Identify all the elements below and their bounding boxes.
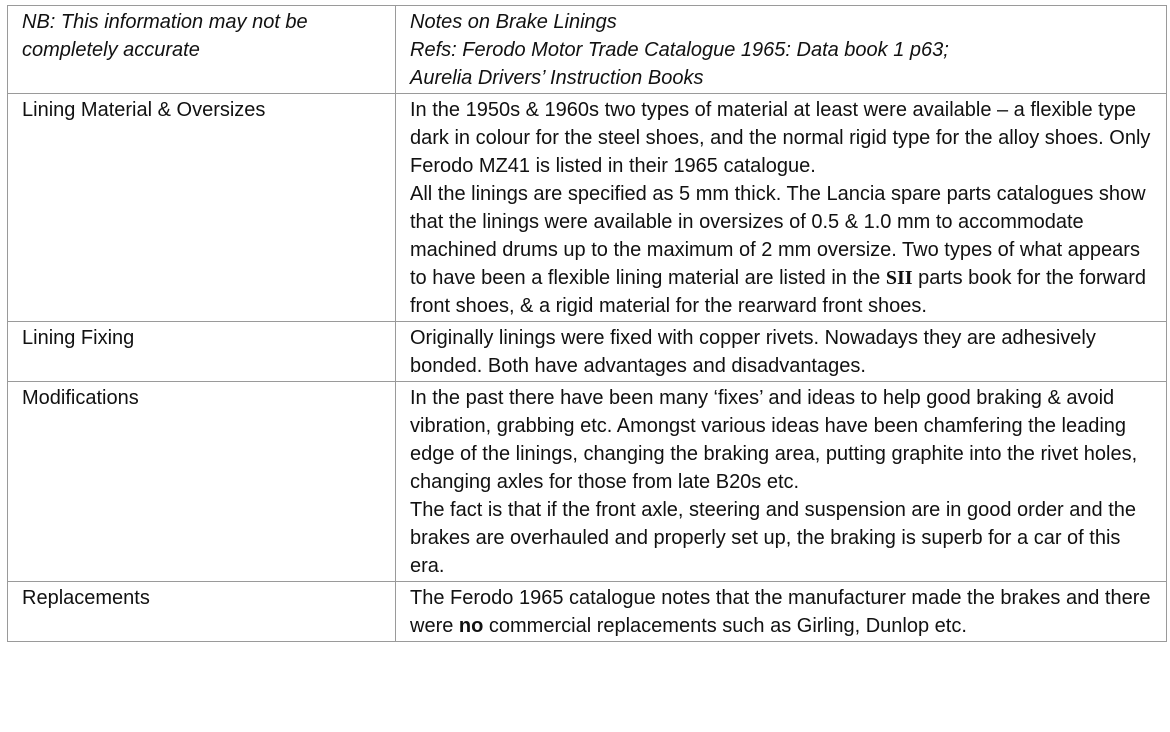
text-run: The Ferodo 1965 catalogue notes that the manufacturer made the brakes and there were — [410, 587, 1151, 637]
row-label: Modifications — [8, 382, 396, 582]
references-line-1: Refs: Ferodo Motor Trade Catalogue 1965: Data book 1 p63; — [410, 39, 949, 61]
paragraph: In the past there have been many ‘fixes’ and ideas to help good braking & avoid vibration, grabbing etc. Amongst various ideas have been chamfering the leading edge of the linings, changing the braking area, putting graphite into the rivet holes, changing axles for those from late B20s etc. — [410, 387, 1138, 493]
emphasis: no — [458, 615, 484, 637]
disclaimer-cell — [8, 6, 396, 94]
paragraph: In the 1950s & 1960s two types of material at least were available – a flexible type dark in colour for the steel shoes, and the normal rigid type for the alloy shoes. Only Ferodo MZ41 is listed in their 1965 catalogue. — [410, 99, 1151, 177]
row-content — [396, 582, 1167, 642]
document-page — [7, 5, 1166, 642]
disclaimer-line-1: NB: This information may not be — [22, 11, 308, 33]
row-label: Replacements — [8, 582, 396, 642]
text-run: parts book for the forward front shoes, & a rigid material for the rearward front shoes. — [410, 267, 1146, 317]
table-row — [8, 382, 1167, 582]
title-cell — [396, 6, 1167, 94]
text-run: commercial replacements such as Girling, Dunlop etc. — [483, 615, 967, 637]
references-line-2: Aurelia Drivers’ Instruction Books — [410, 67, 704, 89]
text-run: All the linings are specified as 5 mm thick. The Lancia spare parts catalogues show that the linings were available in oversizes of 0.5 & 1.0 mm to accommodate machined drums up to the maximum of 2 mm oversize. Two types of what appears to have been a flexible lining material are listed in the — [410, 183, 1146, 289]
document-title: Notes on Brake Linings — [410, 11, 617, 33]
row-content — [396, 382, 1167, 582]
table-row — [8, 94, 1167, 322]
paragraph — [410, 180, 1158, 320]
table-row — [8, 322, 1167, 382]
brake-linings-table — [7, 5, 1167, 642]
disclaimer-line-2: completely accurate — [22, 39, 200, 61]
paragraph: The fact is that if the front axle, steering and suspension are in good order and the brakes are overhauled and properly set up, the braking is superb for a car of this era. — [410, 499, 1137, 577]
row-content: Originally linings were fixed with copper rivets. Nowadays they are adhesively bonded. Both have advantages and disadvantages. — [396, 322, 1167, 382]
series-mark: SII — [885, 267, 913, 289]
header-row — [8, 6, 1167, 94]
table-row — [8, 582, 1167, 642]
row-label: Lining Fixing — [8, 322, 396, 382]
row-label: Lining Material & Oversizes — [8, 94, 396, 322]
row-content — [396, 94, 1167, 322]
